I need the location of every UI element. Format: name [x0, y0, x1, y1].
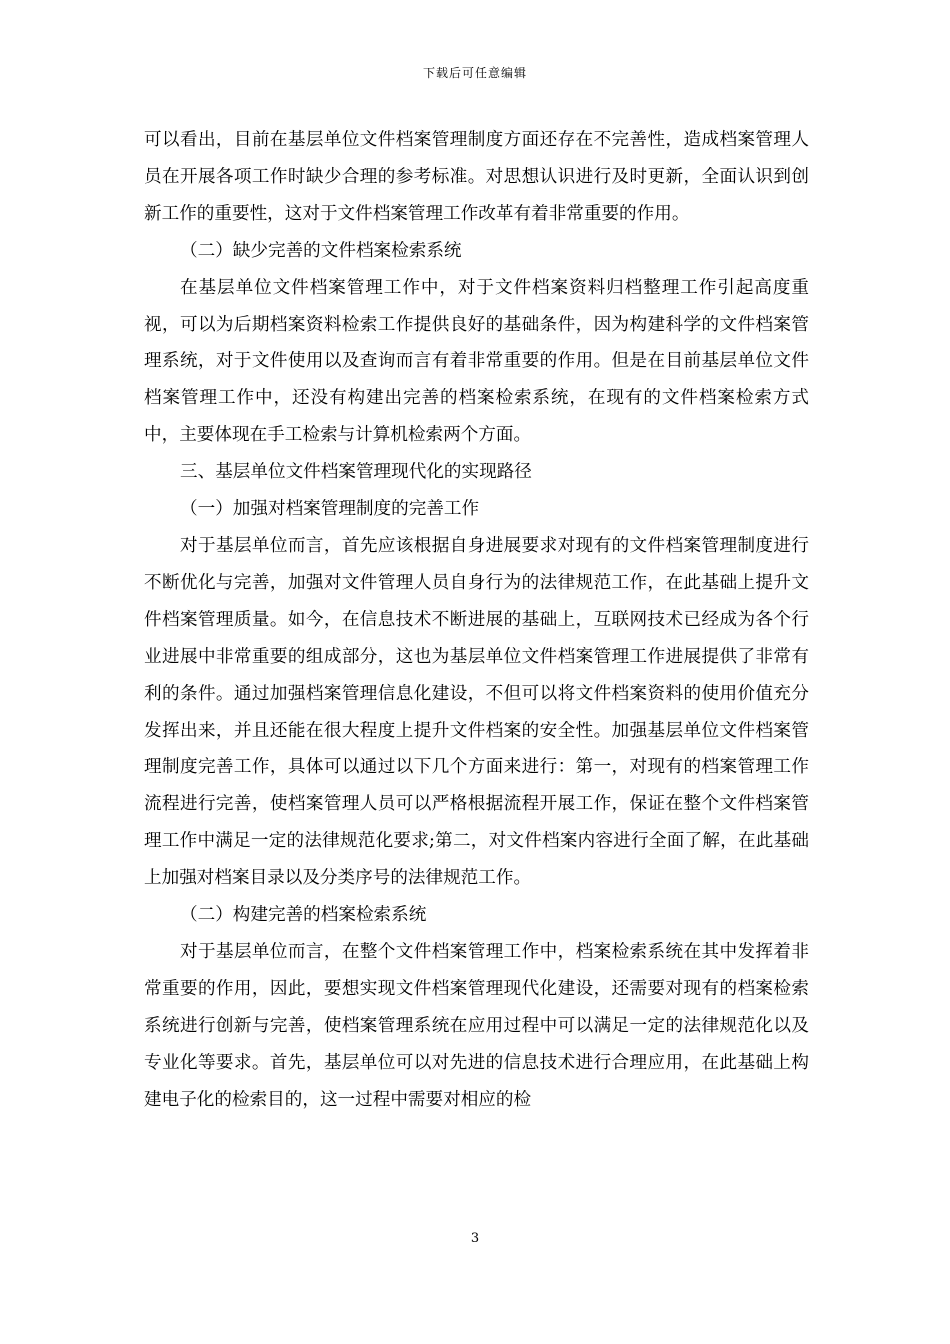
section-heading: （一）加强对档案管理制度的完善工作 — [180, 499, 480, 520]
page-number: 3 — [470, 1231, 480, 1246]
page-header: 下载后可任意编辑 — [422, 66, 527, 80]
section-heading: 三、基层单位文件档案管理现代化的实现路径 — [180, 462, 532, 483]
body-paragraph: 对于基层单位而言，在整个文件档案管理工作中，档案检索系统在其中发挥着非常重要的作用，因此，要想实现文件档案管理现代化建设，还需要对现有的档案检索系统进行创新与完善，使档案管理系统在应用过程中可以满足一定的法律规范化以及专业化等要求。首先，基层单位可以对先进的信息技术进行合理应用，在此基础上构建电子化的检索目的，这一过程中需要对相应的检 — [144, 941, 809, 1110]
section-heading: （二）缺少完善的文件档案检索系统 — [180, 240, 462, 261]
body-paragraph: 对于基层单位而言，首先应该根据自身进展要求对现有的文件档案管理制度进行不断优化与完善，加强对文件管理人员自身行为的法律规范工作，在此基础上提升文件档案管理质量。如今，在信息技术不断进展的基础上，互联网技术已经成为各个行业进展中非常重要的组成部分，这也为基层单位文件档案管理工作进展提供了非常有利的条件。通过加强档案管理信息化建设，不但可以将文件档案资料的使用价值充分发挥出来，并且还能在很大程度上提升文件档案的安全性。加强基层单位文件档案管理制度完善工作，具体可以通过以下几个方面来进行：第一，对现有的档案管理工作流程进行完善，使档案管理人员可以严格根据流程开展工作，保证在整个文件档案管理工作中满足一定的法律规范化要求;第二，对文件档案内容进行全面了解，在此基础上加强对档案目录以及分类序号的法律规范工作。 — [144, 535, 809, 889]
body-paragraph: 在基层单位文件档案管理工作中，对于文件档案资料归档整理工作引起高度重视，可以为后期档案资料检索工作提供良好的基础条件，因为构建科学的文件档案管理系统，对于文件使用以及查询而言有着非常重要的作用。但是在目前基层单位文件档案管理工作中，还没有构建出完善的档案检索系统，在现有的文件档案检索方式中，主要体现在手工检索与计算机检索两个方面。 — [144, 277, 809, 446]
body-paragraph: 可以看出，目前在基层单位文件档案管理制度方面还存在不完善性，造成档案管理人员在开展各项工作时缺少合理的参考标准。对思想认识进行及时更新，全面认识到创新工作的重要性，这对于文件档案管理工作改革有着非常重要的作用。 — [144, 130, 809, 224]
document-body — [144, 122, 809, 1118]
section-heading: （二）构建完善的档案检索系统 — [180, 905, 427, 926]
